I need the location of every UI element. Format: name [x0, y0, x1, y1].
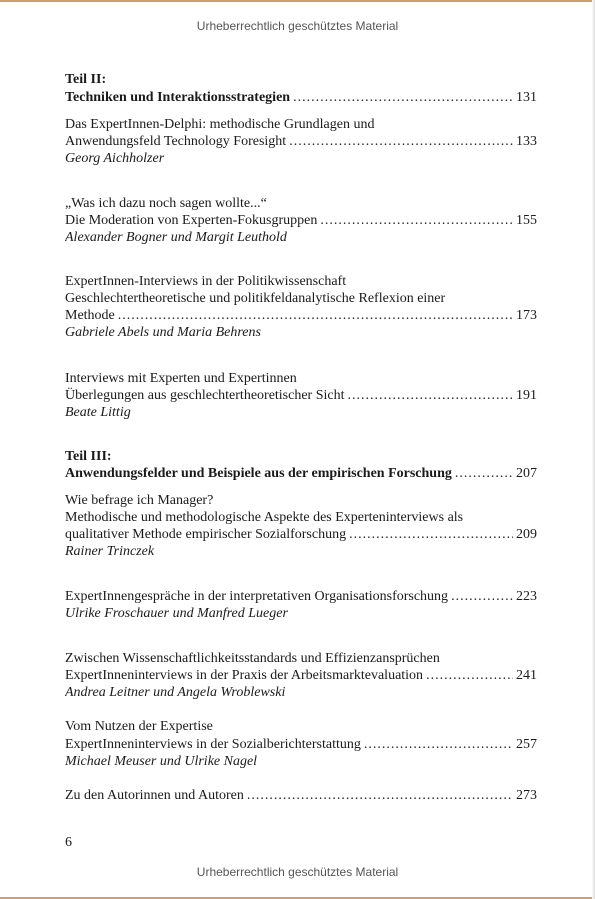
toc-entry-authors: Gabriele Abels und Maria Behrens: [65, 325, 261, 340]
toc-entry-page: 191: [516, 388, 537, 403]
toc-entry-authors: Alexander Bogner und Margit Leuthold: [65, 230, 287, 245]
dot-leader: [349, 526, 513, 544]
part-iii-heading: [65, 465, 537, 483]
dot-leader: [348, 387, 513, 405]
dot-leader: [364, 736, 513, 754]
toc-entry-last-line: [65, 787, 537, 805]
toc-entry-title-line: Geschlechtertheoretische und politikfeldanalytische Reflexion einer: [65, 291, 446, 306]
toc-entry-last-line: [65, 588, 537, 606]
toc-entry-title: ExpertInneninterviews in der Sozialberichterstattung: [65, 737, 361, 752]
toc-entry-authors: Andrea Leitner und Angela Wroblewski: [65, 685, 286, 700]
toc-entry-title-line: Interviews mit Experten und Expertinnen: [65, 371, 297, 386]
toc-entry-last-line: [65, 307, 537, 325]
dot-leader: [426, 667, 513, 685]
toc-entry-page: 241: [516, 668, 537, 683]
toc-entry-page: 133: [516, 134, 537, 149]
toc-entry-page: 209: [516, 527, 537, 542]
part-ii-page: 131: [516, 90, 537, 105]
part-ii-label: Teil II:: [65, 72, 107, 87]
toc-entry-title: Die Moderation von Experten-Fokusgruppen: [65, 213, 318, 228]
toc-entry-last-line: [65, 387, 537, 405]
toc-entry-authors: Georg Aichholzer: [65, 151, 165, 166]
toc-entry-title-line: Wie befrage ich Manager?: [65, 493, 214, 508]
dot-leader: [320, 212, 513, 230]
toc-entry-page: 155: [516, 213, 537, 228]
toc-entry-last-line: [65, 133, 537, 151]
dot-leader: [247, 787, 513, 805]
toc-entry-title: Zu den Autorinnen und Autoren: [65, 788, 244, 803]
copyright-watermark-bottom: Urheberrechtlich geschütztes Material: [196, 865, 399, 879]
toc-entry-authors: Rainer Trinczek: [65, 544, 155, 559]
toc-entry-title: ExpertInneninterviews in der Praxis der Arbeitsmarktevaluation: [65, 668, 424, 683]
toc-entry-title-line: Zwischen Wissenschaftlichkeitsstandards und Effizienzansprüchen: [65, 651, 440, 666]
part-ii-heading: [65, 89, 537, 107]
part-iii-label: Teil III:: [65, 449, 112, 464]
toc-entry-page: 257: [516, 737, 537, 752]
toc-entry-title-line: Vom Nutzen der Expertise: [65, 719, 213, 734]
toc-entry-title: Methode: [65, 308, 115, 323]
toc-entry-title: qualitativer Methode empirischer Sozialforschung: [65, 527, 347, 542]
toc-entry-authors: Michael Meuser und Ulrike Nagel: [65, 754, 258, 769]
toc-entry-title: Anwendungsfeld Technology Foresight: [65, 134, 287, 149]
toc-entry-title: Überlegungen aus geschlechtertheoretischer Sicht: [65, 388, 345, 403]
toc-entry-last-line: [65, 667, 537, 685]
copyright-watermark-top: Urheberrechtlich geschütztes Material: [196, 19, 399, 33]
part-iii-title: Anwendungsfelder und Beispiele aus der empirischen Forschung: [65, 466, 452, 481]
page-number: 6: [65, 835, 72, 850]
toc-entry-last-line: [65, 212, 537, 230]
page-top-border: [0, 0, 595, 2]
toc-entry-title-line: ExpertInnen-Interviews in der Politikwissenschaft: [65, 274, 347, 289]
part-iii-page: 207: [516, 466, 537, 481]
dot-leader: [455, 465, 513, 483]
toc-entry-page: 273: [516, 788, 537, 803]
dot-leader: [118, 307, 513, 325]
toc-entry-title-line: Das ExpertInnen-Delphi: methodische Grundlagen und: [65, 117, 375, 132]
toc-entry-last-line: [65, 526, 537, 544]
dot-leader: [293, 89, 513, 107]
dot-leader: [451, 588, 513, 606]
toc-entry-page: 223: [516, 589, 537, 604]
toc-entry-title: ExpertInnengespräche in der interpretativen Organisationsforschung: [65, 589, 449, 604]
toc-entry-title-line: „Was ich dazu noch sagen wollte...“: [65, 196, 267, 211]
toc-entry-page: 173: [516, 308, 537, 323]
toc-entry-title-line: Methodische und methodologische Aspekte des Experteninterviews als: [65, 510, 464, 525]
dot-leader: [289, 133, 513, 151]
part-ii-title: Techniken und Interaktionsstrategien: [65, 90, 291, 105]
toc-entry-authors: Beate Littig: [65, 405, 131, 420]
toc-entry-last-line: [65, 736, 537, 754]
toc-entry-authors: Ulrike Froschauer und Manfred Lueger: [65, 606, 288, 621]
